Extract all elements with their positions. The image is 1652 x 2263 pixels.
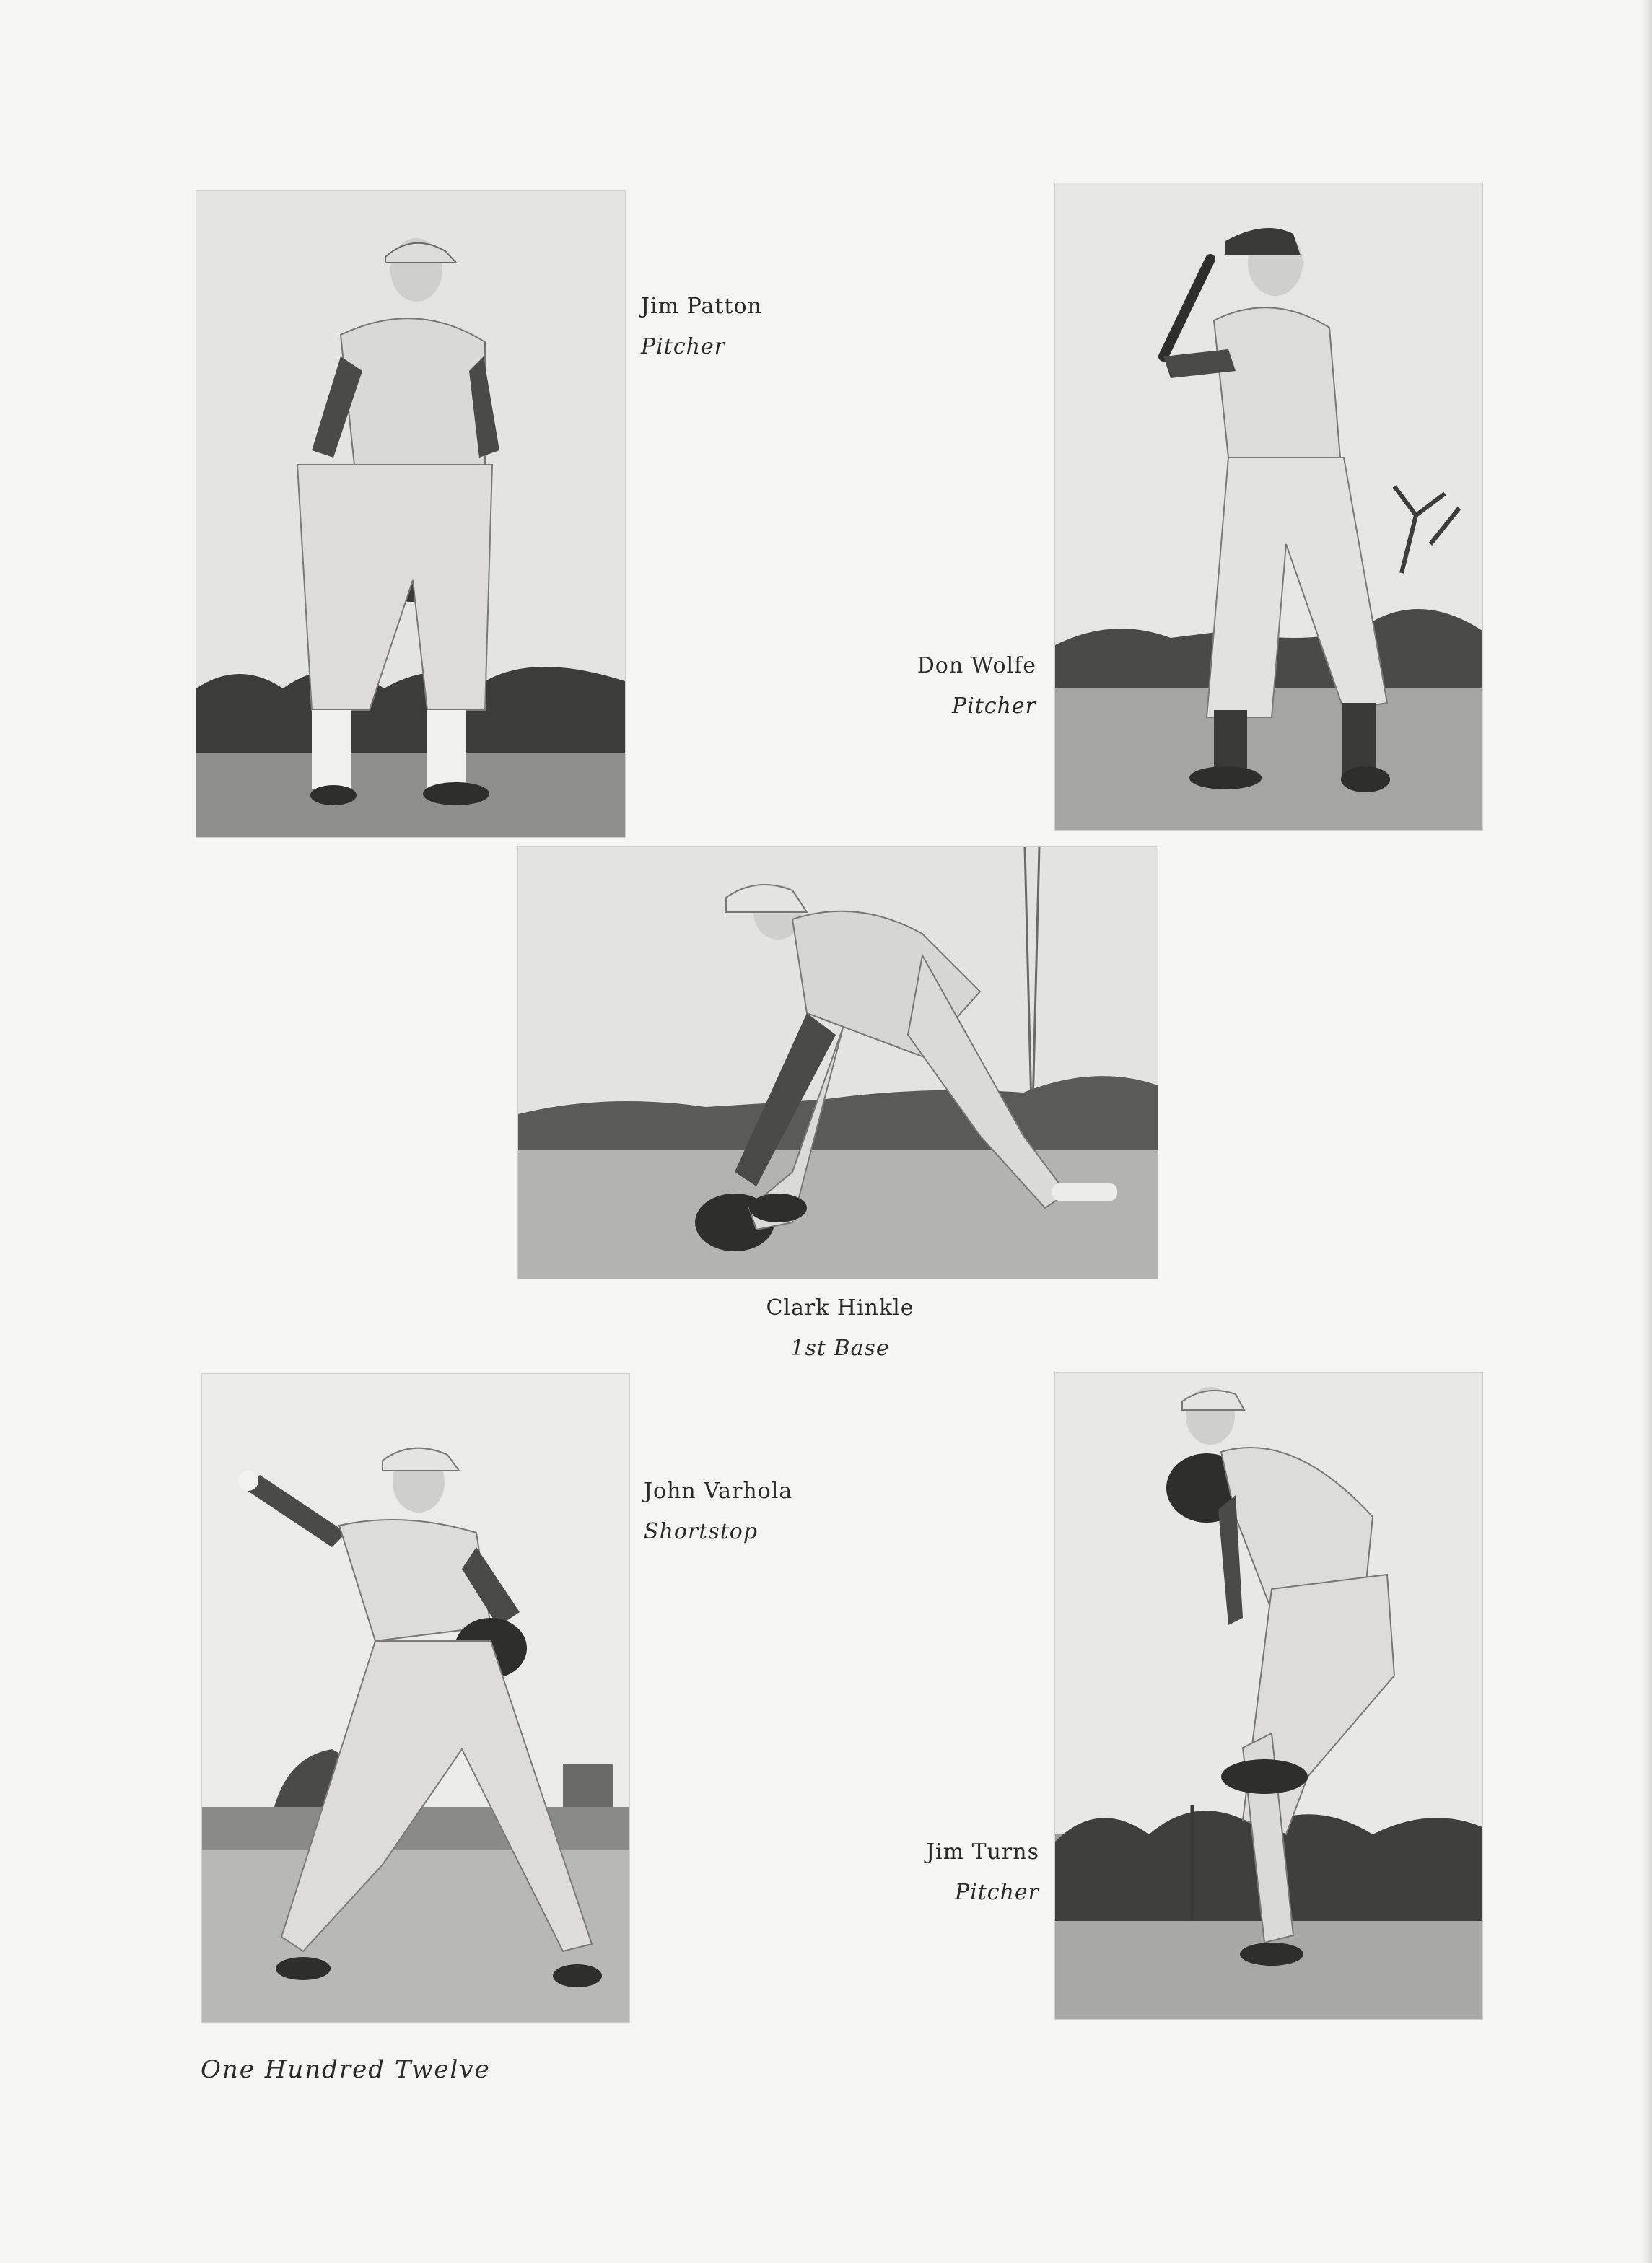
player-position: Pitcher	[641, 334, 726, 359]
caption-don-wolfe	[837, 655, 1036, 717]
player-name: Jim Patton	[641, 294, 762, 319]
player-name: Jim Turns	[926, 1839, 1039, 1865]
photo-john-varhola	[202, 1374, 629, 2022]
photo-clark-hinkle	[518, 847, 1158, 1279]
caption-clark-hinkle	[732, 1297, 948, 1360]
player-position: 1st Base	[790, 1336, 890, 1361]
caption-jim-turns	[840, 1839, 1039, 1905]
photo-jim-turns	[1055, 1373, 1482, 2019]
player-position: Pitcher	[951, 693, 1036, 719]
caption-jim-patton	[641, 296, 762, 358]
player-name: Don Wolfe	[917, 653, 1036, 678]
caption-john-varhola	[644, 1481, 792, 1543]
page-edge-shadow	[1642, 0, 1652, 2263]
player-name: Clark Hinkle	[766, 1295, 914, 1321]
player-position: Pitcher	[954, 1880, 1039, 1905]
photo-don-wolfe	[1055, 183, 1482, 830]
page-number-label: One Hundred Twelve	[201, 2055, 491, 2084]
player-position: Shortstop	[644, 1519, 759, 1544]
player-name: John Varhola	[644, 1479, 793, 1504]
photo-jim-patton	[196, 191, 625, 837]
